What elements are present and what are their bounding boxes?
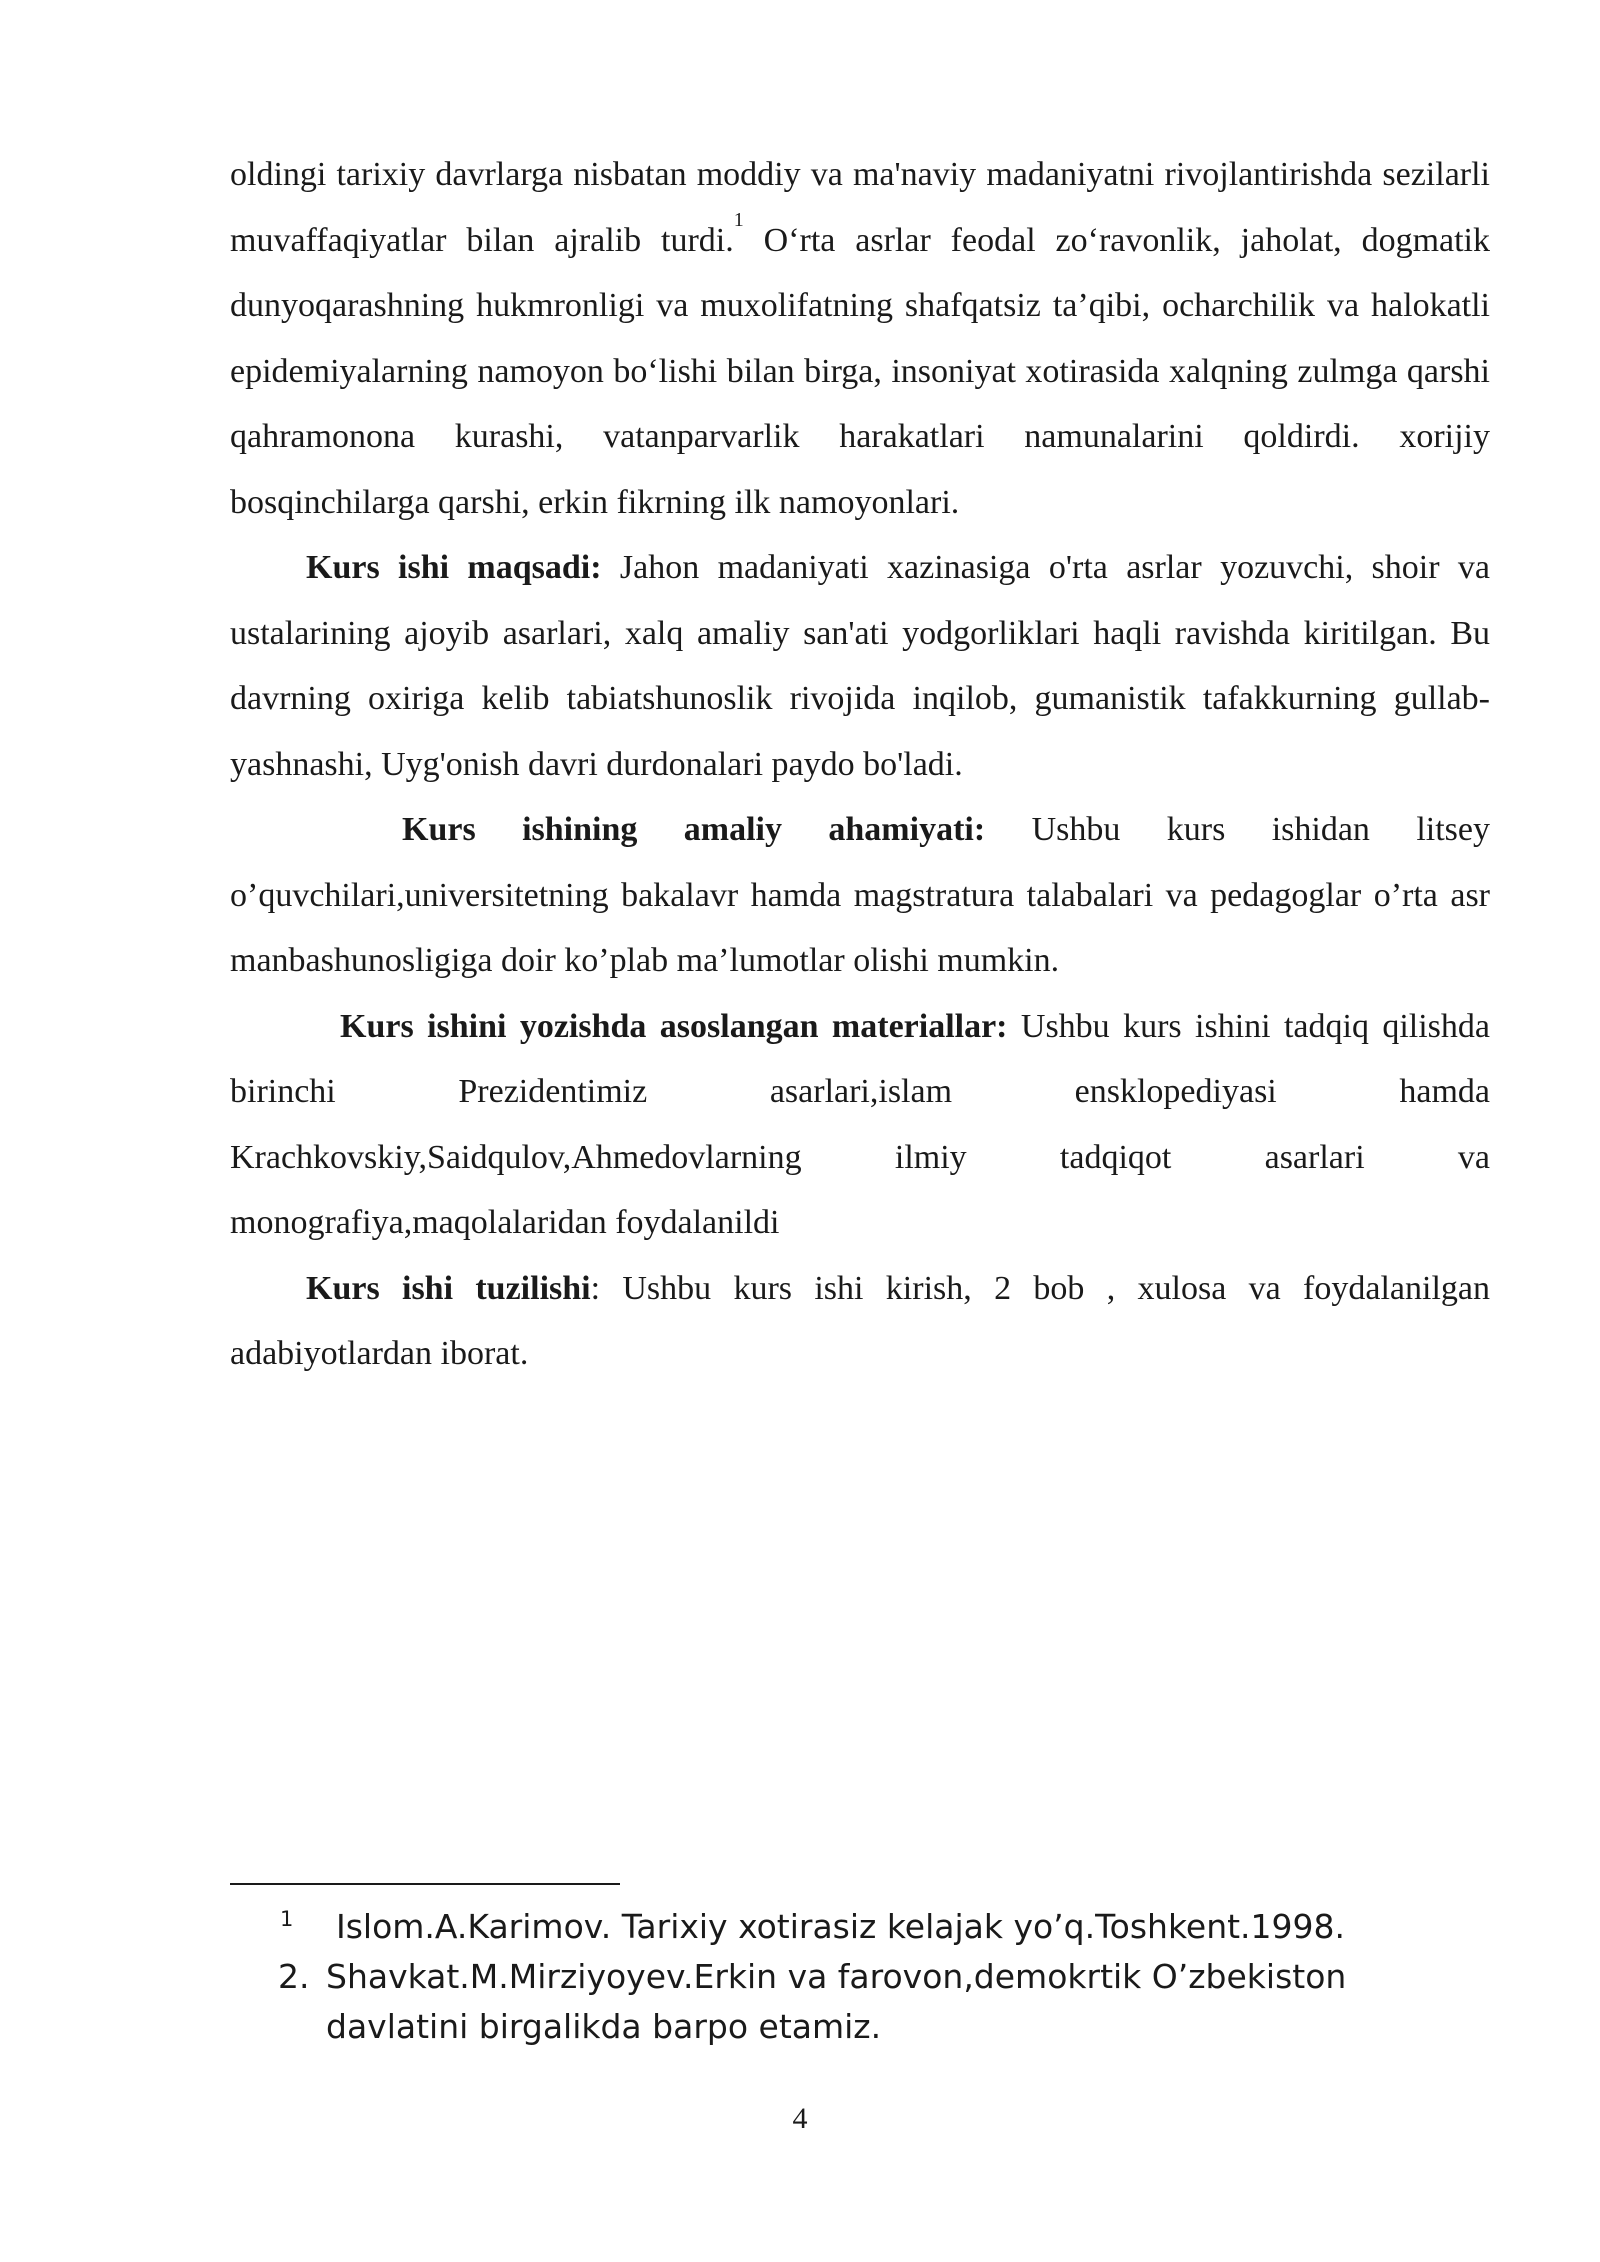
page-number: 4: [792, 2102, 808, 2135]
goal-text: Jahon madaniyati xazinasiga o'rta asrlar yozuvchi, shoir va ustalarining ajoyib asarlari, xalq amaliy san'ati yodgorliklari haqli ravishda kiritilgan. Bu davrning oxiriga kelib tabiatshunoslik rivojida inqilob, gumanistik tafakkurning gullab-yashnashi, Uyg'onish davri durdonalari paydo bo'ladi.: [230, 549, 1491, 783]
paragraph-goal: [230, 535, 1490, 797]
footnote-2-text: Shavkat.M.Mirziyoyev.Erkin va farovon,demokrtik O’zbekiston davlatini birgalikda barpo etamiz.: [326, 1957, 1347, 2046]
materials-heading: Kurs ishini yozishda asoslangan materiallar:: [340, 1007, 1008, 1045]
body-text: [230, 142, 1490, 1387]
significance-heading: Kurs ishining amaliy ahamiyati:: [402, 811, 986, 848]
paragraph-intro-text-b: O‘rta asrlar feodal zo‘ravonlik, jaholat, dogmatik dunyoqarashning hukmronligi va muxolifatning shafqatsiz ta’qibi, ocharchilik va halokatli epidemiyalarning namoyon bo‘lishi bilan birga, insoniyat xotirasida xalqning zulmga qarshi qahramonona kurashi, vatanparvarlik harakatlari namunalarini qoldirdi. xorijiy bosqinchilarga qarshi, erkin fikrning ilk namoyonlari.: [230, 221, 1491, 521]
paragraph-structure: [230, 1256, 1490, 1387]
footnote-1-marker: 1: [280, 1907, 294, 1931]
footnotes: [230, 1902, 1490, 2052]
footnote-2: [230, 1952, 1490, 2052]
paragraph-intro-text-a: oldingi tarixiy davrlarga nisbatan moddiy va ma'naviy madaniyatni rivojlantirishda sezilarli muvaffaqiyatlar bilan ajralib turdi.: [230, 156, 1490, 259]
footnote-1: [230, 1902, 1490, 1952]
footnote-2-marker: 2.: [278, 1957, 310, 1996]
footnote-separator: [230, 1883, 620, 1885]
paragraph-intro: [230, 142, 1490, 535]
footnote-1-text: Islom.A.Karimov. Tarixiy xotirasiz kelajak yo’q.Toshkent.1998.: [336, 1907, 1346, 1946]
footnote-reference-1: 1: [733, 208, 744, 231]
structure-heading: Kurs ishi tuzilishi: [306, 1269, 591, 1307]
significance-text: Ushbu kurs ishidan litsey o’quvchilari,universitetning bakalavr hamda magstratura talabalari va pedagoglar o’rta asr manbashunosligiga doir ko’plab ma’lumotlar olishi mumkin.: [230, 811, 1490, 979]
paragraph-significance: [230, 797, 1490, 994]
goal-heading: Kurs ishi maqsadi:: [306, 549, 602, 586]
paragraph-materials: [230, 994, 1490, 1256]
structure-text: : Ushbu kurs ishi kirish, 2 bob , xulosa va foydalanilgan adabiyotlardan iborat.: [230, 1269, 1490, 1372]
materials-text: Ushbu kurs ishini tadqiq qilishda birinchi Prezidentimiz asarlari,islam ensklopediyasi hamda Krachkovskiy,Saidqulov,Ahmedovlarning ilmiy tadqiqot asarlari va monografiya,maqolalaridan foydalanildi: [230, 1007, 1490, 1241]
